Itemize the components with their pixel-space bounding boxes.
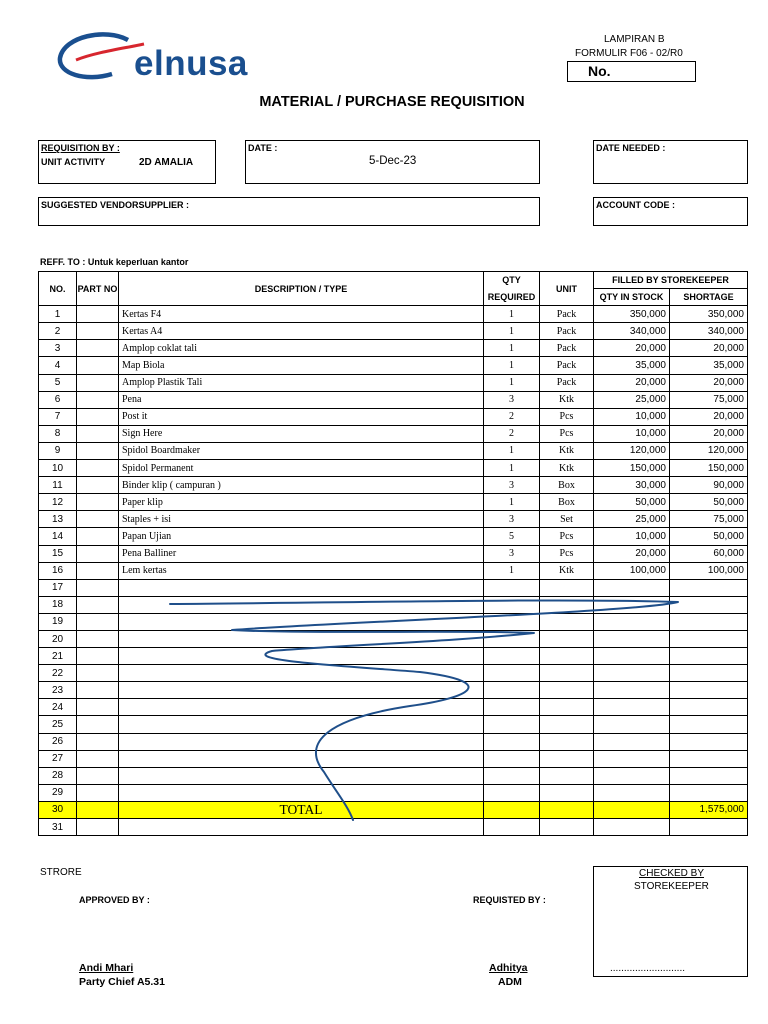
row-qty: 1 (484, 562, 540, 579)
row-qty-in-stock: 350,000 (594, 306, 670, 323)
row-qty-in-stock: 50,000 (594, 494, 670, 511)
row-unit: Ktk (540, 442, 594, 459)
col-header-required: REQUIRED (484, 289, 540, 306)
last-row-no: 31 (39, 819, 77, 836)
row-shortage: 340,000 (670, 323, 748, 340)
row-shortage: 120,000 (670, 442, 748, 459)
storekeeper-label: STOREKEEPER (634, 881, 709, 892)
col-header-filled-by: FILLED BY STOREKEEPER (594, 272, 748, 289)
row-no: 13 (39, 511, 77, 528)
row-no: 25 (39, 716, 77, 733)
row-qty-in-stock: 10,000 (594, 408, 670, 425)
row-shortage: 150,000 (670, 460, 748, 477)
col-header-unit: UNIT (540, 272, 594, 306)
row-no: 19 (39, 613, 77, 630)
row-qty-in-stock: 150,000 (594, 460, 670, 477)
row-description: Staples + isi (119, 511, 484, 528)
logo-wordmark: elnusa (134, 44, 248, 83)
row-shortage: 90,000 (670, 477, 748, 494)
checked-by-label: CHECKED BY (639, 868, 705, 879)
row-shortage: 350,000 (670, 306, 748, 323)
row-unit: Pcs (540, 408, 594, 425)
row-unit: Set (540, 511, 594, 528)
row-unit: Ktk (540, 391, 594, 408)
row-no: 29 (39, 784, 77, 801)
total-value: 1,575,000 (670, 801, 748, 818)
col-header-no: NO. (39, 272, 77, 306)
row-unit: Pcs (540, 528, 594, 545)
row-qty: 2 (484, 408, 540, 425)
reff-to-label: REFF. TO : Untuk keperluan kantor (40, 257, 189, 267)
row-no: 10 (39, 460, 77, 477)
row-qty: 1 (484, 357, 540, 374)
row-shortage: 20,000 (670, 408, 748, 425)
row-description: Sign Here (119, 425, 484, 442)
row-unit: Pcs (540, 545, 594, 562)
row-unit: Pack (540, 323, 594, 340)
form-number-label: No. (588, 63, 611, 79)
row-shortage: 20,000 (670, 425, 748, 442)
strore-label: STRORE (40, 867, 82, 878)
row-description: Binder klip ( campuran ) (119, 477, 484, 494)
row-qty-in-stock: 35,000 (594, 357, 670, 374)
row-unit: Pack (540, 306, 594, 323)
col-header-part-no: PART NO (77, 272, 119, 306)
col-header-qty-in-stock: QTY IN STOCK (594, 289, 670, 306)
row-description: Papan Ujian (119, 528, 484, 545)
date-value: 5-Dec-23 (369, 155, 417, 167)
row-description: Paper klip (119, 494, 484, 511)
row-shortage: 50,000 (670, 494, 748, 511)
approved-by-label: APPROVED BY : (79, 895, 150, 905)
row-no: 15 (39, 545, 77, 562)
row-no: 9 (39, 442, 77, 459)
row-no: 6 (39, 391, 77, 408)
storekeeper-signature-line: ........................... (610, 963, 686, 974)
row-qty-in-stock: 10,000 (594, 528, 670, 545)
requisition-by-label: REQUISITION BY : (41, 143, 120, 153)
row-no: 1 (39, 306, 77, 323)
col-header-description: DESCRIPTION / TYPE (119, 272, 484, 306)
date-label: DATE : (248, 143, 278, 153)
row-description: Amplop coklat tali (119, 340, 484, 357)
row-shortage: 75,000 (670, 511, 748, 528)
row-qty: 1 (484, 374, 540, 391)
total-label: TOTAL (119, 801, 484, 818)
row-no: 14 (39, 528, 77, 545)
col-header-shortage: SHORTAGE (670, 289, 748, 306)
row-qty: 1 (484, 323, 540, 340)
row-shortage: 75,000 (670, 391, 748, 408)
row-no: 26 (39, 733, 77, 750)
row-description: Spidol Permanent (119, 460, 484, 477)
row-no: 22 (39, 665, 77, 682)
row-unit: Ktk (540, 460, 594, 477)
row-unit: Pack (540, 374, 594, 391)
row-no: 16 (39, 562, 77, 579)
row-shortage: 100,000 (670, 562, 748, 579)
row-shortage: 35,000 (670, 357, 748, 374)
row-shortage: 50,000 (670, 528, 748, 545)
col-header-qty: QTY (484, 272, 540, 289)
vendor-label: SUGGESTED VENDORSUPPLIER : (41, 200, 190, 210)
row-no: 23 (39, 682, 77, 699)
row-no: 24 (39, 699, 77, 716)
row-qty: 2 (484, 425, 540, 442)
lampiran-label: LAMPIRAN B (604, 34, 665, 45)
row-no: 7 (39, 408, 77, 425)
row-no: 21 (39, 648, 77, 665)
row-description: Post it (119, 408, 484, 425)
row-shortage: 20,000 (670, 340, 748, 357)
row-qty-in-stock: 340,000 (594, 323, 670, 340)
unit-activity-label: UNIT ACTIVITY (41, 157, 106, 167)
row-description: Spidol Boardmaker (119, 442, 484, 459)
row-qty-in-stock: 20,000 (594, 545, 670, 562)
row-description: Amplop Plastik Tali (119, 374, 484, 391)
row-no: 17 (39, 579, 77, 596)
row-qty-in-stock: 10,000 (594, 425, 670, 442)
row-qty-in-stock: 20,000 (594, 340, 670, 357)
row-qty: 1 (484, 340, 540, 357)
row-no: 28 (39, 767, 77, 784)
checked-by-box (593, 866, 748, 977)
row-qty: 1 (484, 460, 540, 477)
approver-title: Party Chief A5.31 (79, 976, 165, 988)
row-description: Lem kertas (119, 562, 484, 579)
row-qty: 1 (484, 306, 540, 323)
row-unit: Pack (540, 357, 594, 374)
row-qty: 3 (484, 391, 540, 408)
row-qty: 1 (484, 494, 540, 511)
row-description: Pena (119, 391, 484, 408)
row-qty-in-stock: 25,000 (594, 511, 670, 528)
row-qty: 3 (484, 545, 540, 562)
row-unit: Box (540, 494, 594, 511)
row-qty-in-stock: 120,000 (594, 442, 670, 459)
row-unit: Pack (540, 340, 594, 357)
row-no: 3 (39, 340, 77, 357)
row-no: 18 (39, 596, 77, 613)
total-row-no: 30 (39, 801, 77, 818)
row-description: Kertas A4 (119, 323, 484, 340)
row-no: 5 (39, 374, 77, 391)
row-unit: Ktk (540, 562, 594, 579)
formulir-label: FORMULIR F06 - 02/R0 (575, 48, 683, 59)
row-no: 11 (39, 477, 77, 494)
row-qty: 5 (484, 528, 540, 545)
row-no: 8 (39, 425, 77, 442)
row-unit: Box (540, 477, 594, 494)
requisted-by-label: REQUISTED BY : (473, 895, 546, 905)
account-code-label: ACCOUNT CODE : (596, 200, 675, 210)
row-qty: 3 (484, 477, 540, 494)
row-qty: 1 (484, 442, 540, 459)
row-qty: 3 (484, 511, 540, 528)
row-qty-in-stock: 30,000 (594, 477, 670, 494)
date-needed-label: DATE NEEDED : (596, 143, 666, 153)
row-description: Map Biola (119, 357, 484, 374)
row-no: 4 (39, 357, 77, 374)
row-no: 27 (39, 750, 77, 767)
row-shortage: 20,000 (670, 374, 748, 391)
row-no: 20 (39, 630, 77, 647)
requester-title: ADM (498, 976, 522, 988)
row-qty-in-stock: 25,000 (594, 391, 670, 408)
row-description: Pena Balliner (119, 545, 484, 562)
row-no: 12 (39, 494, 77, 511)
row-unit: Pcs (540, 425, 594, 442)
approver-name: Andi Mhari (79, 962, 134, 974)
page-title: MATERIAL / PURCHASE REQUISITION (259, 94, 525, 110)
row-no: 2 (39, 323, 77, 340)
row-description: Kertas F4 (119, 306, 484, 323)
requester-name: Adhitya (489, 962, 528, 974)
unit-activity-value: 2D AMALIA (139, 157, 194, 168)
row-qty-in-stock: 20,000 (594, 374, 670, 391)
row-shortage: 60,000 (670, 545, 748, 562)
row-qty-in-stock: 100,000 (594, 562, 670, 579)
